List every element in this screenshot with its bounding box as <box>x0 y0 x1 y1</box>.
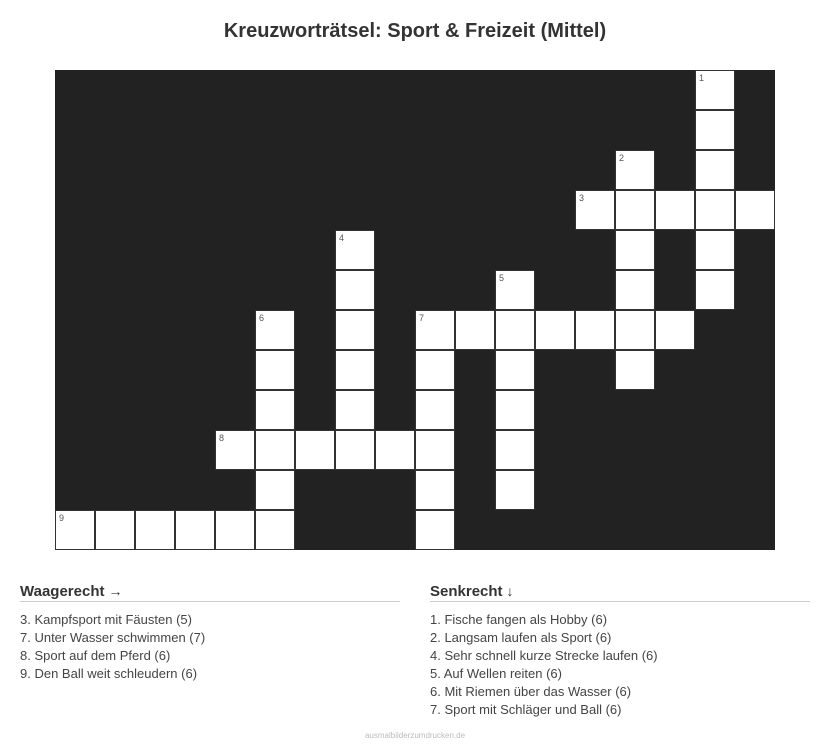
cell-number: 2 <box>619 153 625 163</box>
cell-number: 1 <box>699 73 705 83</box>
across-clues <box>20 583 400 683</box>
crossword-cell[interactable] <box>655 310 695 350</box>
down-clue-2: 2. Langsam laufen als Sport (6) <box>430 630 612 645</box>
cell-number: 9 <box>59 513 65 523</box>
crossword-cell[interactable] <box>255 510 295 550</box>
crossword-cell[interactable] <box>695 270 735 310</box>
crossword-cell[interactable] <box>615 190 655 230</box>
crossword-cell[interactable] <box>415 430 455 470</box>
crossword-cell[interactable] <box>735 190 775 230</box>
down-clue-4: 4. Sehr schnell kurze Strecke laufen (6) <box>430 648 658 663</box>
crossword-grid <box>55 70 775 550</box>
crossword-cell[interactable] <box>335 430 375 470</box>
cell-number: 5 <box>499 273 505 283</box>
crossword-cell[interactable] <box>335 390 375 430</box>
cell-number: 8 <box>219 433 225 443</box>
crossword-cell[interactable] <box>335 310 375 350</box>
right-arrow-icon: → <box>108 583 123 599</box>
crossword-cell[interactable] <box>615 270 655 310</box>
cell-number: 7 <box>419 313 425 323</box>
crossword-cell[interactable] <box>175 510 215 550</box>
crossword-cell[interactable] <box>55 510 95 550</box>
crossword-cell[interactable] <box>215 510 255 550</box>
across-heading <box>20 583 400 602</box>
cell-number: 3 <box>579 193 585 203</box>
crossword-cell[interactable] <box>255 430 295 470</box>
crossword-cell[interactable] <box>495 270 535 310</box>
down-arrow-icon: ↓ <box>506 583 514 599</box>
down-clue-5: 5. Auf Wellen reiten (6) <box>430 666 562 681</box>
down-clue-7: 7. Sport mit Schläger und Ball (6) <box>430 702 622 717</box>
down-clue-6: 6. Mit Riemen über das Wasser (6) <box>430 684 632 699</box>
crossword-cell[interactable] <box>575 310 615 350</box>
crossword-cell[interactable] <box>135 510 175 550</box>
crossword-cell[interactable] <box>615 230 655 270</box>
crossword-cell[interactable] <box>695 230 735 270</box>
crossword-cell[interactable] <box>255 310 295 350</box>
crossword-cell[interactable] <box>695 70 735 110</box>
crossword-cell[interactable] <box>255 350 295 390</box>
crossword-cell[interactable] <box>255 390 295 430</box>
crossword-cell[interactable] <box>255 470 295 510</box>
crossword-cell[interactable] <box>335 270 375 310</box>
footer-credit: ausmalbilderzumdrucken.de <box>364 731 466 740</box>
crossword-cell[interactable] <box>495 350 535 390</box>
crossword-cell[interactable] <box>215 430 255 470</box>
crossword-cell[interactable] <box>695 190 735 230</box>
crossword-cell[interactable] <box>495 430 535 470</box>
cell-number: 6 <box>259 313 265 323</box>
across-clue-7: 7. Unter Wasser schwimmen (7) <box>20 630 206 645</box>
down-clue-1: 1. Fische fangen als Hobby (6) <box>430 612 608 627</box>
crossword-cell[interactable] <box>495 390 535 430</box>
down-heading-label: Senkrecht <box>430 583 503 600</box>
crossword-cell[interactable] <box>415 510 455 550</box>
crossword-cell[interactable] <box>95 510 135 550</box>
crossword-cell[interactable] <box>415 310 455 350</box>
crossword-cell[interactable] <box>695 110 735 150</box>
crossword-cell[interactable] <box>535 310 575 350</box>
cell-number: 4 <box>339 233 345 243</box>
down-clues <box>430 583 810 719</box>
crossword-cell[interactable] <box>695 150 735 190</box>
crossword-cell[interactable] <box>615 310 655 350</box>
crossword-cell[interactable] <box>495 310 535 350</box>
crossword-cell[interactable] <box>495 470 535 510</box>
crossword-cell[interactable] <box>335 230 375 270</box>
crossword-cell[interactable] <box>335 350 375 390</box>
crossword-cell[interactable] <box>415 470 455 510</box>
down-heading <box>430 583 810 602</box>
crossword-cell[interactable] <box>615 350 655 390</box>
crossword-cell[interactable] <box>455 310 495 350</box>
crossword-cell[interactable] <box>655 190 695 230</box>
across-clue-8: 8. Sport auf dem Pferd (6) <box>20 648 171 663</box>
page-title: Kreuzworträtsel: Sport & Freizeit (Mittel) <box>223 20 607 42</box>
across-clue-3: 3. Kampfsport mit Fäusten (5) <box>20 612 192 627</box>
crossword-cell[interactable] <box>375 430 415 470</box>
crossword-cell[interactable] <box>295 430 335 470</box>
across-heading-label: Waagerecht <box>20 583 105 600</box>
crossword-cell[interactable] <box>415 390 455 430</box>
crossword-cell[interactable] <box>615 150 655 190</box>
crossword-cell[interactable] <box>415 350 455 390</box>
crossword-cell[interactable] <box>575 190 615 230</box>
across-clue-9: 9. Den Ball weit schleudern (6) <box>20 666 198 681</box>
